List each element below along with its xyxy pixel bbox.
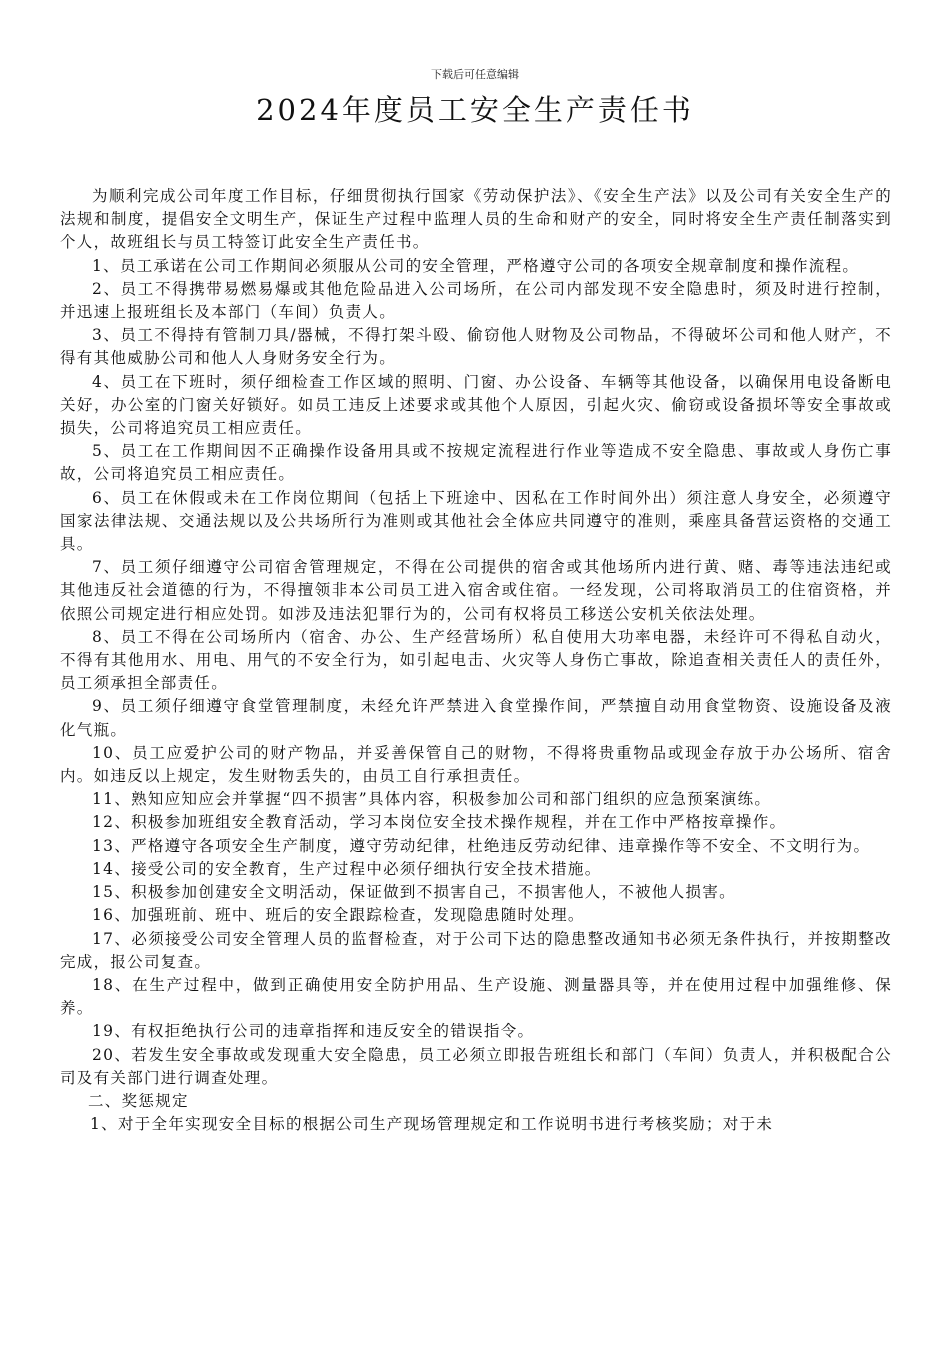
header-note: 下载后可任意编辑 — [431, 68, 519, 81]
clause-18: 18、在生产过程中，做到正确使用安全防护用品、生产设施、测量器具等，并在使用过程中加强维修、保养。 — [60, 975, 892, 1018]
document-body — [60, 185, 892, 1136]
clause-11: 11、熟知应知应会并掌握“四不损害”具体内容，积极参加公司和部门组织的应急预案演练。 — [92, 790, 772, 809]
section-heading: 二、奖惩规定 — [88, 1091, 189, 1110]
clause-19: 19、有权拒绝执行公司的违章指挥和违反安全的错误指令。 — [92, 1022, 535, 1041]
document-title: 2024年度员工安全生产责任书 — [256, 93, 694, 127]
clause-16: 16、加强班前、班中、班后的安全跟踪检查，发现隐患随时处理。 — [92, 906, 585, 925]
clause-7: 7、员工须仔细遵守公司宿舍管理规定，不得在公司提供的宿舍或其他场所内进行黄、赌、毒等违法违纪或其他违反社会道德的行为，不得擅领非本公司员工进入宿舍或住宿。一经发现，公司将取消员工的住宿资格，并依照公司规定进行相应处罚。如涉及违法犯罪行为的，公司有权将员工移送公安机关依法处理。 — [60, 558, 892, 623]
clause-1: 1、员工承诺在公司工作期间必须服从公司的安全管理，严格遵守公司的各项安全规章制度和操作流程。 — [92, 256, 860, 275]
intro-paragraph: 为顺利完成公司年度工作目标，仔细贯彻执行国家《劳动保护法》、《安全生产法》以及公司有关安全生产的法规和制度，提倡安全文明生产，保证生产过程中监理人员的生命和财产的安全，同时将安全生产责任制落实到个人，故班组长与员工特签订此安全生产责任书。 — [60, 187, 892, 252]
clause-15: 15、积极参加创建安全文明活动，保证做到不损害自己，不损害他人，不被他人损害。 — [92, 883, 736, 902]
clause-13: 13、严格遵守各项安全生产制度，遵守劳动纪律，杜绝违反劳动纪律、违章操作等不安全、不文明行为。 — [92, 836, 871, 855]
clause-4: 4、员工在下班时，须仔细检查工作区域的照明、门窗、办公设备、车辆等其他设备，以确保用电设备断电关好，办公室的门窗关好锁好。如员工违反上述要求或其他个人原因，引起火灾、偷窃或设备损坏等安全事故或损失，公司将追究员工相应责任。 — [60, 372, 892, 438]
clause-9: 9、员工须仔细遵守食堂管理制度，未经允许严禁进入食堂操作间，严禁擅自动用食堂物资、设施设备及液化气瓶。 — [60, 697, 892, 739]
clause-6: 6、员工在休假或未在工作岗位期间（包括上下班途中、因私在工作时间外出）须注意人身安全，必须遵守国家法律法规、交通法规以及公共场所行为准则或其他社会全体应共同遵守的准则，乘座具备营运资格的交通工具。 — [60, 488, 892, 554]
clause-2: 2、员工不得携带易燃易爆或其他危险品进入公司场所，在公司内部发现不安全隐患时，须及时进行控制，并迅速上报班组长及本部门（车间）负责人。 — [60, 279, 892, 322]
clause-20: 20、若发生安全事故或发现重大安全隐患，员工必须立即报告班组长和部门（车间）负责人，并积极配合公司及有关部门进行调查处理。 — [60, 1045, 892, 1087]
clause-17: 17、必须接受公司安全管理人员的监督检查，对于公司下达的隐患整改通知书必须无条件执行，并按期整改完成，报公司复查。 — [60, 929, 892, 971]
clause-12: 12、积极参加班组安全教育活动，学习本岗位安全技术操作规程，并在工作中严格按章操作。 — [92, 813, 787, 832]
clause-14: 14、接受公司的安全教育，生产过程中必须仔细执行安全技术措施。 — [92, 859, 602, 878]
clause-5: 5、员工在工作期间因不正确操作设备用具或不按规定流程进行作业等造成不安全隐患、事故或人身伤亡事故，公司将追究员工相应责任。 — [60, 442, 892, 484]
clause-3: 3、员工不得持有管制刀具/器械，不得打架斗殴、偷窃他人财物及公司物品，不得破坏公司和他人财产，不得有其他威胁公司和他人人身财务安全行为。 — [60, 326, 892, 368]
reward-clause-1: 1、对于全年实现安全目标的根据公司生产现场管理规定和工作说明书进行考核奖励；对于未 — [90, 1115, 774, 1134]
clause-10: 10、员工应爱护公司的财产物品，并妥善保管自己的财物，不得将贵重物品或现金存放于办公场所、宿舍内。如违反以上规定，发生财物丢失的，由员工自行承担责任。 — [60, 743, 892, 786]
clause-8: 8、员工不得在公司场所内（宿舍、办公、生产经营场所）私自使用大功率电器，未经许可不得私自动火，不得有其他用水、用电、用气的不安全行为，如引起电击、火灾等人身伤亡事故，除追查相关责任人的责任外，员工须承担全部责任。 — [60, 627, 892, 693]
